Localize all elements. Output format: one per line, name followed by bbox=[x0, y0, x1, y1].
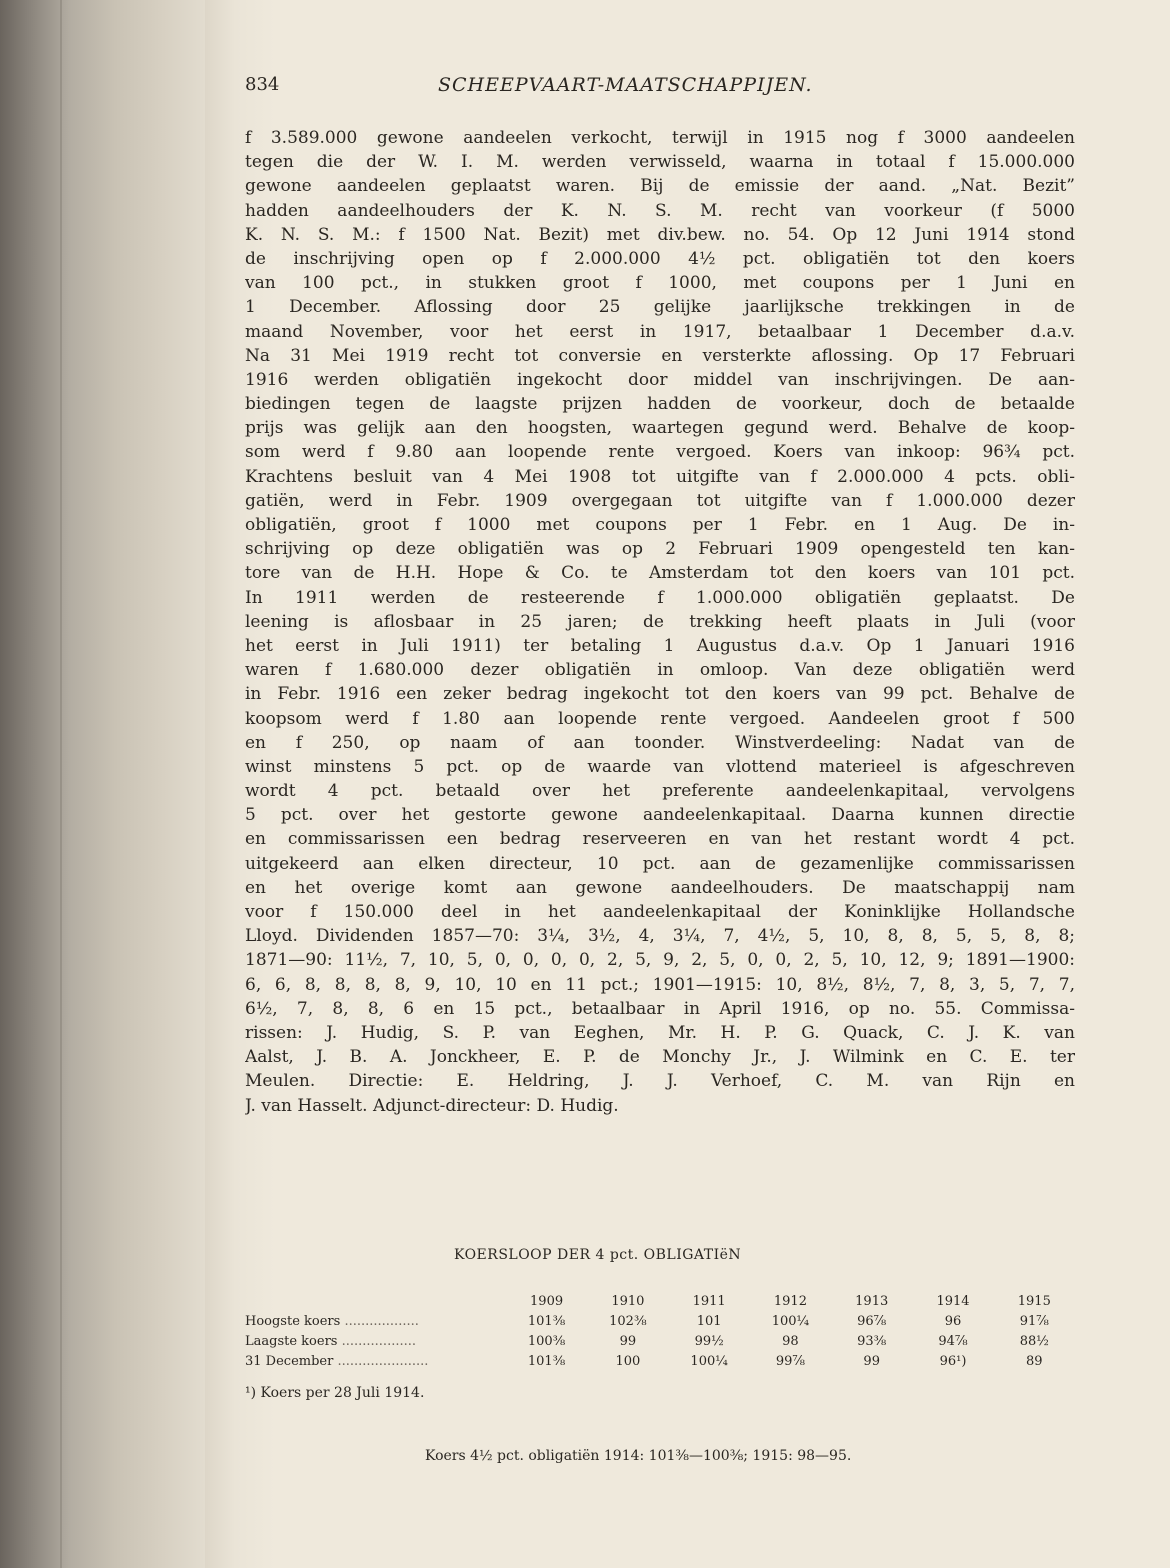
row-label-text: Laagste koers bbox=[245, 1334, 338, 1349]
table-cell: 101 bbox=[696, 1314, 722, 1329]
text-line: waren f 1.680.000 dezer obligatiën in omloop. Van deze obligatiën werd bbox=[245, 660, 1075, 681]
table-cell: 98 bbox=[782, 1334, 799, 1349]
year-header: 1910 bbox=[611, 1294, 645, 1309]
text-line: maand November, voor het eerst in 1917, betaalbaar 1 December d.a.v. bbox=[245, 321, 1075, 342]
text-line: en f 250, op naam of aan toonder. Winstverdeeling: Nadat van de bbox=[245, 732, 1075, 753]
table-cell: 94⅞ bbox=[938, 1334, 968, 1349]
table-cell: 99 bbox=[863, 1354, 880, 1369]
text-line: het eerst in Juli 1911) ter betaling 1 Augustus d.a.v. Op 1 Januari 1916 bbox=[245, 635, 1075, 656]
year-header: 1912 bbox=[773, 1294, 807, 1309]
page-header bbox=[245, 74, 1075, 104]
row-label bbox=[245, 1352, 506, 1372]
table-cell: 88½ bbox=[1019, 1334, 1049, 1349]
year-header: 1913 bbox=[855, 1294, 889, 1309]
table-cell: 91⅞ bbox=[1019, 1314, 1049, 1329]
text-line: K. N. S. M.: f 1500 Nat. Bezit) met div.bew. no. 54. Op 12 Juni 1914 stond bbox=[245, 224, 1075, 245]
text-line: voor f 150.000 deel in het aandeelenkapitaal der Koninklijke Hollandsche bbox=[245, 902, 1075, 922]
text-line: schrijving op deze obligatiën was op 2 Februari 1909 opengesteld ten kan- bbox=[245, 539, 1075, 560]
table-cell: 93⅜ bbox=[857, 1334, 887, 1349]
footnote: ¹) Koers per 28 Juli 1914. bbox=[245, 1385, 425, 1401]
table-cell: 99⅞ bbox=[775, 1354, 805, 1369]
text-line: de inschrijving open op f 2.000.000 4½ pct. obligatiën tot den koers bbox=[245, 248, 1075, 269]
text-line: Na 31 Mei 1919 recht tot conversie en versterkte aflossing. Op 17 Februari bbox=[245, 345, 1075, 366]
year-header: 1911 bbox=[692, 1294, 726, 1309]
running-head: SCHEEPVAART-MAATSCHAPPIJEN. bbox=[438, 74, 813, 96]
text-line: Krachtens besluit van 4 Mei 1908 tot uitgifte van f 2.000.000 4 pcts. obli- bbox=[245, 466, 1075, 487]
text-line: van 100 pct., in stukken groot f 1000, met coupons per 1 Juni en bbox=[245, 273, 1075, 294]
text-line: 1916 werden obligatiën ingekocht door middel van inschrijvingen. De aan- bbox=[245, 369, 1075, 390]
year-header: 1915 bbox=[1017, 1294, 1051, 1309]
row-label-dots: .................. bbox=[344, 1314, 419, 1329]
text-line: in Febr. 1916 een zeker bedrag ingekocht tot den koers van 99 pct. Behalve de bbox=[245, 684, 1075, 705]
row-label bbox=[245, 1312, 506, 1332]
text-line: obligatiën, groot f 1000 met coupons per 1 Febr. en 1 Aug. De in- bbox=[245, 515, 1075, 535]
text-line: som werd f 9.80 aan loopende rente vergoed. Koers van inkoop: 96¾ pct. bbox=[245, 442, 1075, 463]
bottom-note: Koers 4½ pct. obligatiën 1914: 101⅜—100⅜; 1915: 98—95. bbox=[425, 1448, 852, 1464]
text-line: Lloyd. Dividenden 1857—70: 3¼, 3½, 4, 3¼, 7, 4½, 5, 10, 8, 8, 5, 5, 8, 8; bbox=[245, 926, 1075, 947]
text-line: gatiën, werd in Febr. 1909 overgegaan tot uitgifte van f 1.000.000 dezer bbox=[245, 490, 1075, 511]
koers-table bbox=[245, 1292, 1075, 1372]
table-cell: 89 bbox=[1026, 1354, 1043, 1369]
text-line: In 1911 werden de resteerende f 1.000.000 obligatiën geplaatst. De bbox=[245, 587, 1075, 608]
text-line: Aalst, J. B. A. Jonckheer, E. P. de Monchy Jr., J. Wilmink en C. E. ter bbox=[245, 1047, 1075, 1068]
text-line: J. van Hasselt. Adjunct-directeur: D. Hudig. bbox=[245, 1095, 619, 1116]
table-corner bbox=[245, 1292, 506, 1312]
table-cell: 99 bbox=[619, 1334, 637, 1349]
text-line: en commissarissen een bedrag reserveeren en van het restant wordt 4 pct. bbox=[245, 829, 1075, 850]
text-line: biedingen tegen de laagste prijzen hadden de voorkeur, doch de betaalde bbox=[245, 394, 1075, 415]
text-line: 6½, 7, 8, 8, 6 en 15 pct., betaalbaar in April 1916, op no. 55. Commissa- bbox=[245, 998, 1075, 1019]
table-cell: 96¹) bbox=[939, 1354, 967, 1369]
row-label-dots: .................. bbox=[341, 1334, 416, 1349]
table-cell: 96 bbox=[944, 1314, 962, 1329]
body-text bbox=[245, 126, 1075, 1118]
table-cell: 99½ bbox=[694, 1334, 724, 1349]
table-row bbox=[245, 1312, 1075, 1332]
text-line: winst minstens 5 pct. op de waarde van vlottend materieel is afgeschreven bbox=[245, 756, 1075, 777]
table-cell: 101⅜ bbox=[527, 1314, 566, 1329]
row-label bbox=[245, 1332, 506, 1352]
table-cell: 100 bbox=[615, 1354, 641, 1369]
text-line: hadden aandeelhouders der K. N. S. M. recht van voorkeur (f 5000 bbox=[245, 200, 1075, 221]
table-cell: 101⅜ bbox=[527, 1354, 566, 1369]
table-cell: 100¼ bbox=[771, 1314, 810, 1329]
text-line: tegen die der W. I. M. werden verwisseld, waarna in totaal f 15.000.000 bbox=[245, 152, 1075, 173]
book-spine-shadow bbox=[0, 0, 205, 1568]
text-line: 6, 6, 8, 8, 8, 8, 9, 10, 10 en 11 pct.; 1901—1915: 10, 8½, 8½, 7, 8, 3, 5, 7, 7, bbox=[245, 974, 1075, 995]
table-cell: 100¼ bbox=[690, 1354, 728, 1369]
text-line: 1 December. Aflossing door 25 gelijke jaarlijksche trekkingen in de bbox=[245, 297, 1075, 318]
text-line: wordt 4 pct. betaald over het preferente aandeelenkapitaal, vervolgens bbox=[245, 781, 1075, 802]
text-line: prijs was gelijk aan den hoogsten, waartegen gegund werd. Behalve de koop- bbox=[245, 418, 1075, 439]
text-line: Meulen. Directie: E. Heldring, J. J. Verhoef, C. M. van Rijn en bbox=[245, 1071, 1075, 1092]
table-title: KOERSLOOP DER 4 pct. OBLIGATIëN bbox=[454, 1247, 742, 1263]
text-line: 1871—90: 11½, 7, 10, 5, 0, 0, 0, 0, 2, 5, 9, 2, 5, 0, 0, 2, 5, 10, 12, 9; 1891—1900: bbox=[245, 950, 1075, 971]
text-line: gewone aandeelen geplaatst waren. Bij de emissie der aand. „Nat. Bezit” bbox=[245, 176, 1075, 197]
table-cell: 96⅞ bbox=[857, 1314, 887, 1329]
text-line: tore van de H.H. Hope & Co. te Amsterdam tot den koers van 101 pct. bbox=[245, 563, 1075, 584]
text-line: leening is aflosbaar in 25 jaren; de trekking heeft plaats in Juli (voor bbox=[245, 611, 1075, 632]
table-header-row bbox=[245, 1292, 1075, 1312]
table-cell: 100⅜ bbox=[527, 1334, 566, 1349]
text-line: en het overige komt aan gewone aandeelhouders. De maatschappij nam bbox=[245, 877, 1075, 898]
row-label-text: Hoogste koers bbox=[245, 1314, 341, 1329]
text-line: uitgekeerd aan elken directeur, 10 pct. aan de gezamenlijke commissarissen bbox=[245, 853, 1075, 874]
row-label-dots: ...................... bbox=[337, 1354, 429, 1369]
text-line: f 3.589.000 gewone aandeelen verkocht, terwijl in 1915 nog f 3000 aandeelen bbox=[245, 128, 1075, 148]
table-row bbox=[245, 1352, 1075, 1372]
table-cell: 102⅜ bbox=[609, 1314, 647, 1329]
year-header: 1909 bbox=[530, 1294, 564, 1309]
year-header: 1914 bbox=[936, 1294, 970, 1309]
text-line: 5 pct. over het gestorte gewone aandeelenkapitaal. Daarna kunnen directie bbox=[245, 805, 1075, 826]
page-number: 834 bbox=[245, 74, 280, 95]
text-line: koopsom werd f 1.80 aan loopende rente vergoed. Aandeelen groot f 500 bbox=[245, 708, 1075, 729]
table-row bbox=[245, 1332, 1075, 1352]
text-line: rissen: J. Hudig, S. P. van Eeghen, Mr. H. P. G. Quack, C. J. K. van bbox=[245, 1022, 1075, 1043]
row-label-text: 31 December bbox=[245, 1354, 334, 1369]
